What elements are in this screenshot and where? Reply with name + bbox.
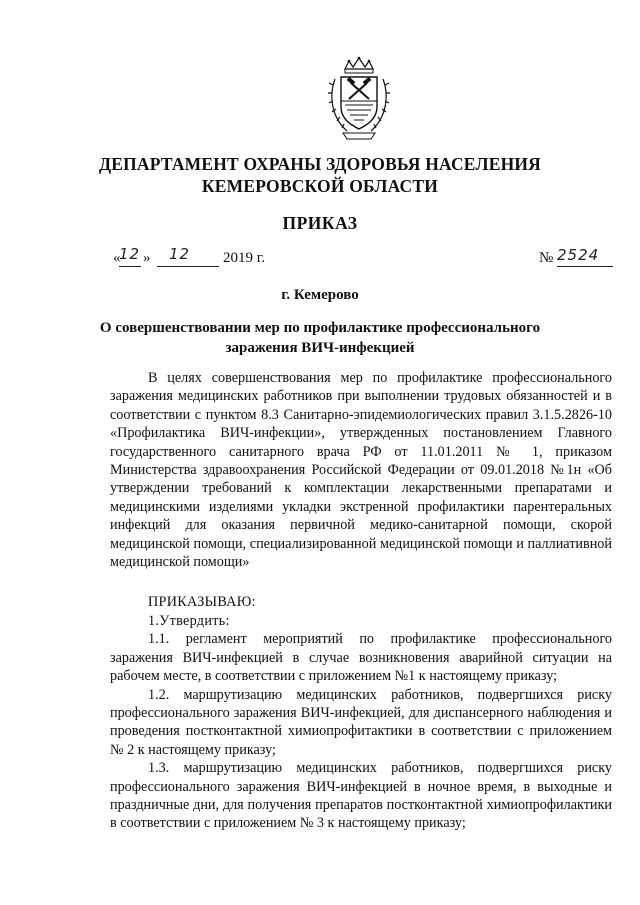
year-text: 2019 г. [223, 250, 265, 266]
coat-of-arms-icon [323, 55, 395, 141]
item-1-3: 1.3. маршрутизацию медицинских работников, подвергшихся риску профессионального заражения ВИЧ-инфекцией в ночное время, в выходные и праздничные дни, для получения препаратов постконтактной химиопрофилактики в соответствии с приложением № 3 к настоящему приказу; [110, 760, 612, 832]
department-line-2: КЕМЕРОВСКОЙ ОБЛАСТИ [201, 176, 439, 196]
handwritten-order-number: 2524 [557, 246, 600, 264]
item-1: 1.Утвердить: [148, 612, 230, 629]
day-underline [119, 266, 141, 267]
open-quote: « [113, 250, 121, 266]
department-title [0, 153, 640, 197]
preamble-paragraph: В целях совершенствования мер по профилактике профессионального заражения медицинских работников при выполнении трудовых обязанностей и в соответствии с пунктом 8.3 Санитарно-эпидемиологических правил 3.1.5.2826-10 «Профилактика ВИЧ-инфекции», утвержденных постановлением Главного государственного санитарного врача РФ от 11.01.2011 № 1, приказом Министерства здравоохранения Российской Федерации от 09.01.2018 №1н «Об утверждении требований к комплектации лекарственными препаратами и медицинскими изделиями укладки экстренной профилактики парентеральных инфекций для оказания первичной медико-санитарной помощи, скорой медицинской помощи, специализированной медицинской помощи и паллиативной медицинской помощи» [110, 370, 612, 571]
month-underline [157, 266, 219, 267]
close-quote: » [143, 250, 151, 266]
number-label: № [539, 250, 554, 266]
coat-of-arms-emblem [323, 55, 395, 141]
subject-line-2: заражения ВИЧ-инфекцией [225, 340, 415, 356]
date-and-number-line [113, 247, 613, 271]
handwritten-day: 12 [119, 245, 141, 263]
document-body [110, 369, 612, 833]
city-line: г. Кемерово [281, 287, 359, 303]
paragraph-gap [110, 571, 612, 593]
item-1-1: 1.1. регламент мероприятий по профилактике профессионального заражения ВИЧ-инфекцией в случае возникновения аварийной ситуации на рабочем месте, в соответствии с приложением №1 к настоящему приказу; [110, 631, 612, 685]
number-underline [557, 266, 613, 267]
department-line-1: ДЕПАРТАМЕНТ ОХРАНЫ ЗДОРОВЬЯ НАСЕЛЕНИЯ [98, 154, 542, 174]
handwritten-month: 12 [169, 245, 191, 263]
document-type-title: ПРИКАЗ [282, 213, 358, 233]
subject-line-1: О совершенствовании мер по профилактике профессионального [99, 320, 541, 336]
item-1-2: 1.2. маршрутизацию медицинских работников, подвергшихся риску профессионального заражения ВИЧ-инфекцией, для диспансерного наблюдения и проведения постконтактной химиопрофитактики в соответствии с приложением № 2 к настоящему приказу; [110, 686, 612, 758]
order-word: ПРИКАЗЫВАЮ: [148, 594, 256, 611]
order-subject [0, 318, 640, 358]
